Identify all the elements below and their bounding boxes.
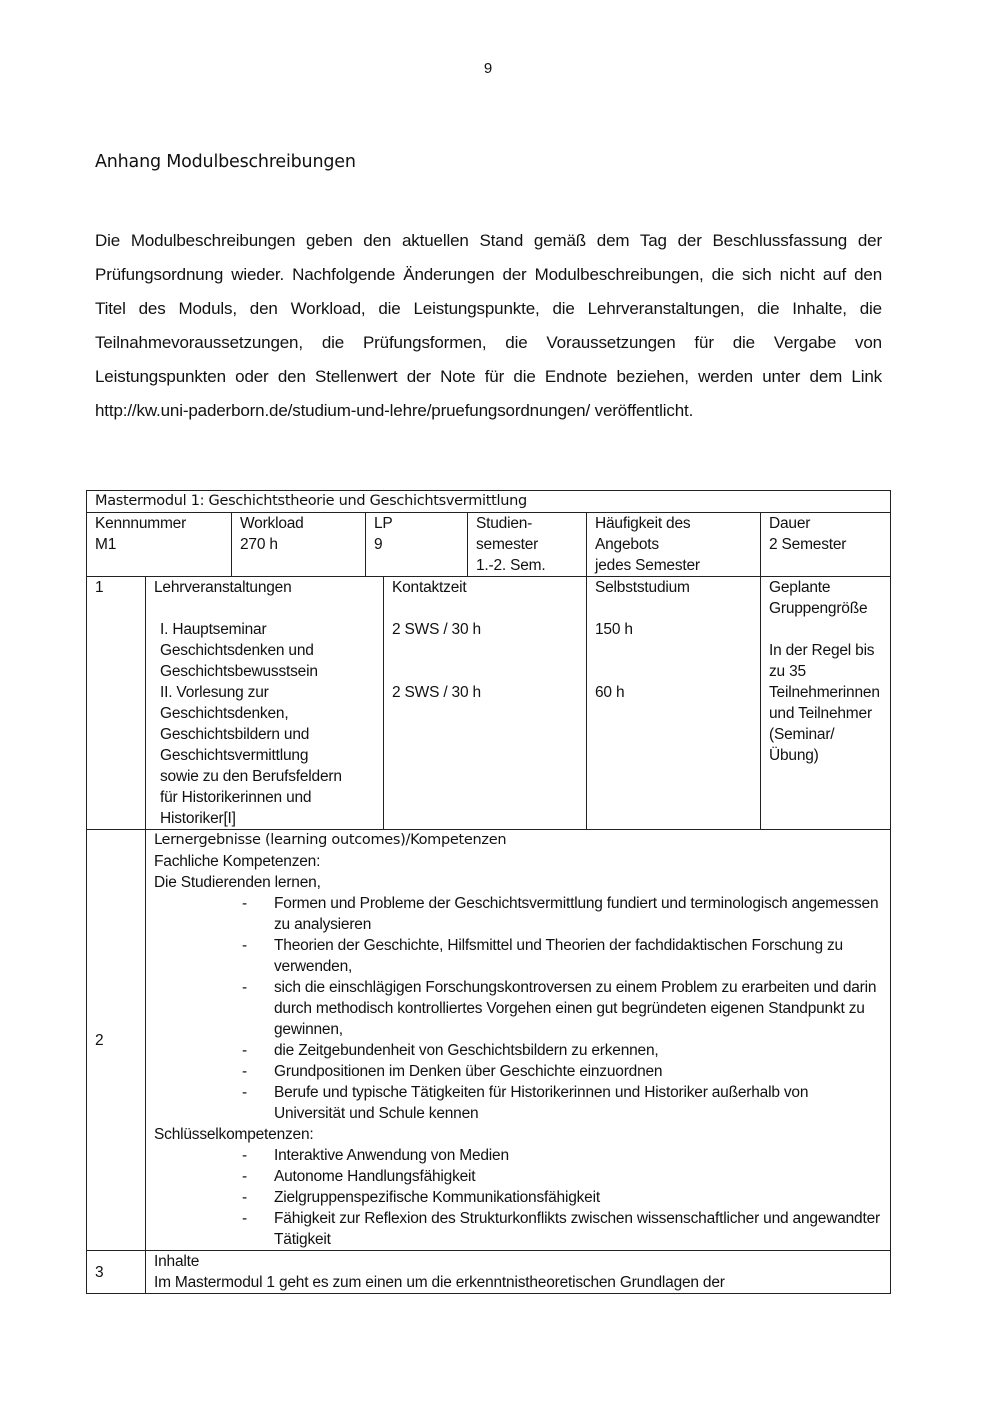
fachliche-kompetenzen-list: [154, 893, 882, 1124]
lp-value: 9: [374, 536, 383, 553]
course-line: Geschichtsbildern und: [160, 726, 310, 743]
module-meta-row: [87, 513, 891, 577]
lehrveranstaltungen-label: Lehrveranstaltungen: [154, 579, 292, 596]
course-line: II. Vorlesung zur: [160, 684, 269, 701]
haeufigkeit-label-2: Angebots: [595, 536, 659, 553]
inhalte-text: Im Mastermodul 1 geht es zum einen um die erkenntnistheoretischen Grundlagen der: [154, 1274, 725, 1291]
kontaktzeit-label: Kontaktzeit: [392, 579, 467, 596]
page-heading: Anhang Modulbeschreibungen: [95, 152, 356, 172]
studiensemester-label-2: semester: [476, 536, 539, 553]
kontaktzeit-value-1: 2 SWS / 30 h: [392, 621, 481, 638]
studiensemester-label-1: Studien-: [476, 515, 533, 532]
list-item: - Interaktive Anwendung von Medien: [274, 1145, 882, 1166]
kennnummer-cell: [87, 513, 232, 577]
course-line: Historiker[I]: [160, 810, 236, 827]
gruppengroesse-label-2: Gruppengröße: [769, 600, 868, 617]
selbststudium-value-2: 60 h: [595, 684, 625, 701]
list-item: - die Zeitgebundenheit von Geschichtsbildern zu erkennen,: [274, 1040, 882, 1061]
schluesselkompetenzen-label: Schlüsselkompetenzen:: [154, 1126, 314, 1143]
kontaktzeit-cell: [384, 577, 587, 830]
workload-value: 270 h: [240, 536, 278, 553]
lernergebnisse-title: Lernergebnisse (learning outcomes)/Kompetenzen: [154, 832, 507, 848]
intro-paragraph: Die Modulbeschreibungen geben den aktuellen Stand gemäß dem Tag der Beschlussfassung der Prüfungsordnung wieder. Nachfolgende Änderungen der Modulbeschreibungen, die sich nicht auf den Titel des Moduls, den Workload, die Leistungspunkte, die Lehrveranstaltungen, die Inhalte, die Teilnahmevoraussetzungen, die Prüfungsformen, die Voraussetzungen für die Vergabe von Leistungspunkten oder den Stellenwert der Note für die Endnote beziehen, werden unter dem Link http://kw.uni-paderborn.de/studium-und-lehre/pruefungsordnungen/ veröffentlicht.: [95, 231, 882, 420]
dauer-value: 2 Semester: [769, 536, 847, 553]
course-line: Geschichtsdenken,: [160, 705, 289, 722]
workload-cell: [232, 513, 366, 577]
lehrveranstaltungen-cell: [146, 577, 384, 830]
list-item: - Theorien der Geschichte, Hilfsmittel und Theorien der fachdidaktischen Forschung zu verwenden,: [274, 935, 882, 977]
kontaktzeit-value-2: 2 SWS / 30 h: [392, 684, 481, 701]
inhalte-cell: [146, 1251, 891, 1294]
kennnummer-label: Kennnummer: [95, 515, 187, 532]
dauer-label: Dauer: [769, 515, 811, 532]
lernergebnisse-row: [87, 830, 891, 1251]
workload-label: Workload: [240, 515, 304, 532]
list-item: - Zielgruppenspezifische Kommunikationsfähigkeit: [274, 1187, 882, 1208]
studiensemester-value: 1.-2. Sem.: [476, 557, 546, 574]
course-line: Geschichtsbewusstsein: [160, 663, 318, 680]
list-item: - Fähigkeit zur Reflexion des Strukturkonflikts zwischen wissenschaftlicher und angewandter Tätigkeit: [274, 1208, 882, 1250]
studiensemester-cell: [468, 513, 587, 577]
gruppengroesse-cell: [761, 577, 891, 830]
list-item: - Grundpositionen im Denken über Geschichte einzuordnen: [274, 1061, 882, 1082]
lehrveranstaltungen-row: [87, 577, 891, 830]
kennnummer-value: M1: [95, 536, 117, 553]
gruppengroesse-line: In der Regel bis: [769, 642, 875, 659]
gruppengroesse-label-1: Geplante: [769, 579, 831, 596]
gruppengroesse-line: zu 35: [769, 663, 806, 680]
list-item: - Formen und Probleme der Geschichtsvermittlung fundiert und terminologisch angemessen zu analysieren: [274, 893, 882, 935]
list-item: - Berufe und typische Tätigkeiten für Historikerinnen und Historiker außerhalb von Universität und Schule kennen: [274, 1082, 882, 1124]
haeufigkeit-cell: [587, 513, 761, 577]
selbststudium-value-1: 150 h: [595, 621, 633, 638]
course-vorlesung: [154, 682, 375, 829]
course-hauptseminar: [154, 619, 375, 682]
list-item: - sich die einschlägigen Forschungskontroversen zu einem Problem zu erarbeiten und darin durch methodisch kontrolliertes Vorgehen einen gut begründeten eigenen Standpunkt zu gewinnen,: [274, 977, 882, 1040]
module-title: Mastermodul 1: Geschichtstheorie und Geschichtsvermittlung: [87, 491, 891, 513]
haeufigkeit-label-1: Häufigkeit des: [595, 515, 691, 532]
gruppengroesse-line: (Seminar/Übung): [769, 726, 835, 764]
module-table: [86, 490, 891, 1294]
row-number-2: 2: [87, 830, 146, 1251]
gruppengroesse-line: und Teilnehmer: [769, 705, 872, 722]
selbststudium-label: Selbststudium: [595, 579, 690, 596]
list-item: - Autonome Handlungsfähigkeit: [274, 1166, 882, 1187]
dauer-cell: [761, 513, 891, 577]
inhalte-row: [87, 1251, 891, 1294]
course-line: I. Hauptseminar: [160, 621, 267, 638]
haeufigkeit-value: jedes Semester: [595, 557, 700, 574]
course-line: sowie zu den Berufsfeldern: [160, 768, 342, 785]
row-number-3: 3: [87, 1251, 146, 1294]
lernergebnisse-intro: Die Studierenden lernen,: [154, 874, 321, 891]
course-line: für Historikerinnen und: [160, 789, 312, 806]
lernergebnisse-cell: [146, 830, 891, 1251]
gruppengroesse-line: Teilnehmerinnen: [769, 684, 880, 701]
row-number-1: 1: [87, 577, 146, 830]
selbststudium-cell: [587, 577, 761, 830]
lp-label: LP: [374, 515, 393, 532]
inhalte-title: Inhalte: [154, 1253, 200, 1270]
module-title-row: [87, 491, 891, 513]
fachliche-kompetenzen-label: Fachliche Kompetenzen:: [154, 853, 321, 870]
course-line: Geschichtsdenken und: [160, 642, 314, 659]
course-line: Geschichtsvermittlung: [160, 747, 309, 764]
schluesselkompetenzen-list: [154, 1145, 882, 1250]
lp-cell: [366, 513, 468, 577]
page-number: 9: [483, 60, 493, 77]
